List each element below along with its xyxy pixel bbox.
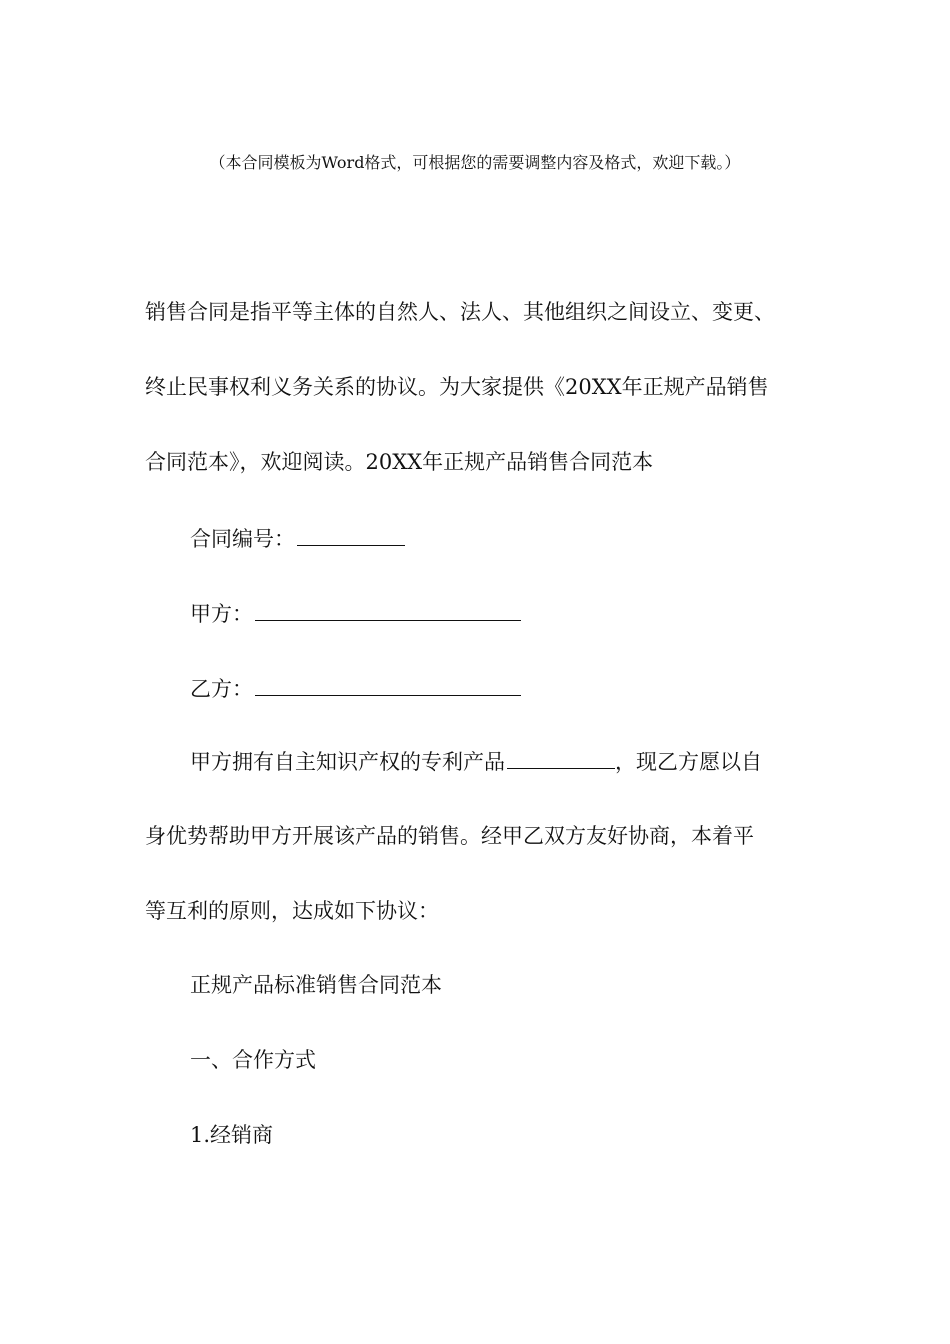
- party-a-label: 甲方：: [190, 602, 253, 626]
- party-a-blank[interactable]: [255, 598, 521, 621]
- template-note: （本合同模板为Word格式，可根据您的需要调整内容及格式，欢迎下载。）: [209, 153, 741, 172]
- section-heading-1: 一、合作方式: [190, 1048, 316, 1072]
- body-para-end: ，现乙方愿以自: [615, 750, 762, 774]
- contract-title: 正规产品标准销售合同范本: [190, 973, 442, 997]
- intro-line-1: 销售合同是指平等主体的自然人、法人、其他组织之间设立、变更、: [145, 300, 775, 324]
- list-item-1: 1.经销商: [190, 1123, 274, 1147]
- intro-line-2: 终止民事权利义务关系的协议。为大家提供《20XX年正规产品销售: [145, 375, 769, 399]
- party-b-label: 乙方：: [190, 677, 253, 701]
- body-para-line-1: [190, 746, 762, 777]
- party-b-row: [190, 673, 521, 704]
- contract-number-row: [190, 523, 405, 554]
- product-name-blank[interactable]: [507, 746, 615, 769]
- contract-number-label: 合同编号：: [190, 527, 295, 551]
- body-para-line-2: 身优势帮助甲方开展该产品的销售。经甲乙双方友好协商，本着平: [145, 824, 754, 848]
- intro-line-3: 合同范本》，欢迎阅读。20XX年正规产品销售合同范本: [145, 450, 654, 474]
- contract-number-blank[interactable]: [297, 523, 405, 546]
- body-para-start: 甲方拥有自主知识产权的专利产品: [190, 750, 505, 774]
- party-a-row: [190, 598, 521, 629]
- body-para-line-3: 等互利的原则，达成如下协议：: [145, 899, 439, 923]
- party-b-blank[interactable]: [255, 673, 521, 696]
